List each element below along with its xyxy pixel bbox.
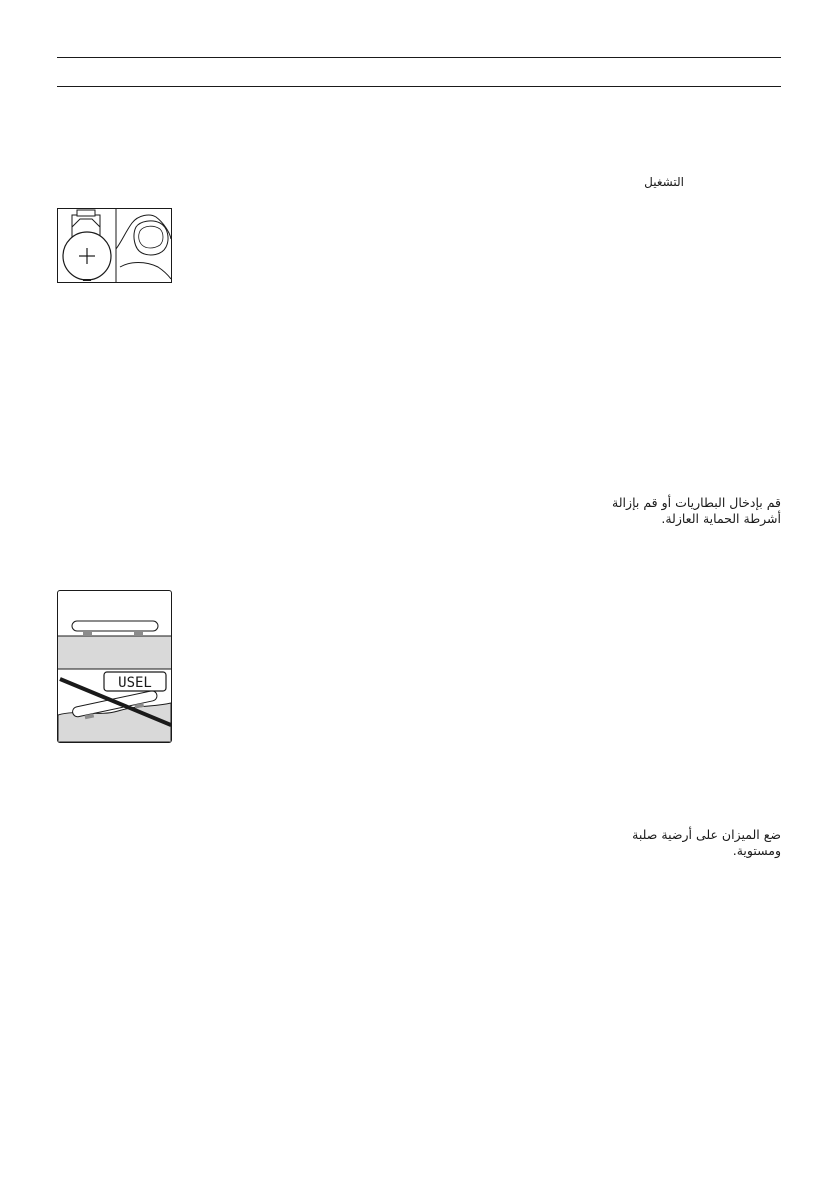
step-1-line-2: أشرطة الحماية العازلة.: [661, 511, 781, 526]
step-1-line-1: قم بإدخال البطاريات أو قم بإزالة: [612, 495, 781, 510]
scale-display-text: USEL: [118, 675, 152, 691]
battery-insert-icon: [58, 209, 171, 282]
step-1-text: [561, 495, 781, 527]
header-rule-top: [57, 57, 781, 58]
battery-insert-figure: [57, 208, 172, 283]
step-2-text: [561, 827, 781, 859]
scale-floor-figure: [57, 590, 172, 743]
header-rule-bottom: [57, 86, 781, 87]
step-2-line-1: ضع الميزان على أرضية صلبة: [632, 827, 781, 842]
step-2-line-2: ومستوية.: [732, 843, 781, 858]
scale-floor-icon: [58, 591, 171, 742]
section-title: التشغيل: [644, 175, 684, 189]
